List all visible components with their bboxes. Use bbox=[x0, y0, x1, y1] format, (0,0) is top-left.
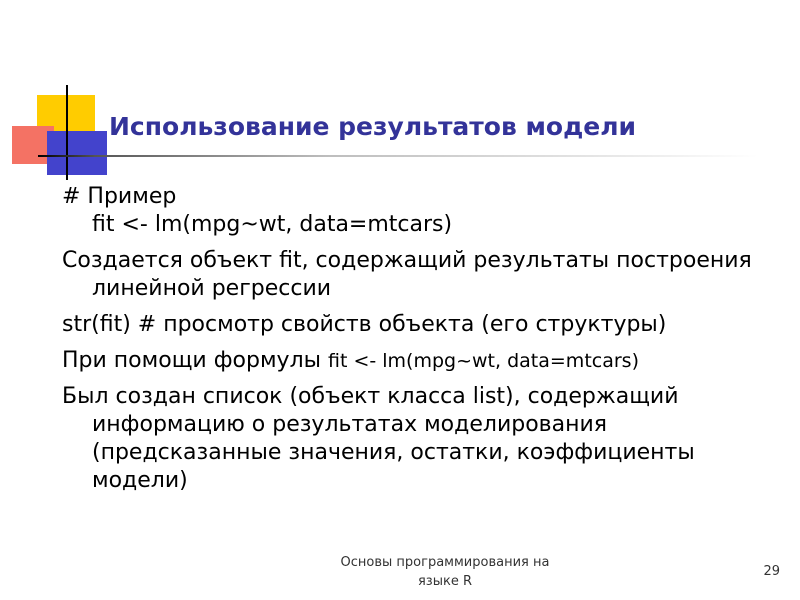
decor-vertical-line bbox=[66, 85, 68, 180]
example-paragraph bbox=[62, 183, 790, 239]
example-comment: # Пример bbox=[62, 184, 177, 209]
decor-blue-square bbox=[47, 131, 107, 175]
formula-text: При помощи формулы bbox=[62, 348, 328, 373]
str-paragraph: str(fit) # просмотр свойств объекта (его структуры) bbox=[62, 312, 667, 337]
example-code: fit <- lm(mpg~wt, data=mtcars) bbox=[92, 212, 453, 237]
formula-code: fit <- lm(mpg~wt, data=mtcars) bbox=[328, 350, 639, 372]
formula-paragraph bbox=[62, 347, 790, 375]
list-created-paragraph: Был создан список (объект класса list), содержащий информацию о результатах моделирования (предсказанные значения, остатки, коэффициенты модели) bbox=[62, 384, 695, 493]
object-created-paragraph: Создается объект fit, содержащий результаты построения линейной регрессии bbox=[62, 248, 752, 301]
footer-text: Основы программирования на языке R bbox=[340, 555, 550, 589]
page-number: 29 bbox=[763, 564, 780, 579]
slide-title: Использование результатов модели bbox=[109, 112, 637, 141]
title-underline bbox=[38, 155, 758, 157]
slide-body bbox=[62, 183, 790, 503]
